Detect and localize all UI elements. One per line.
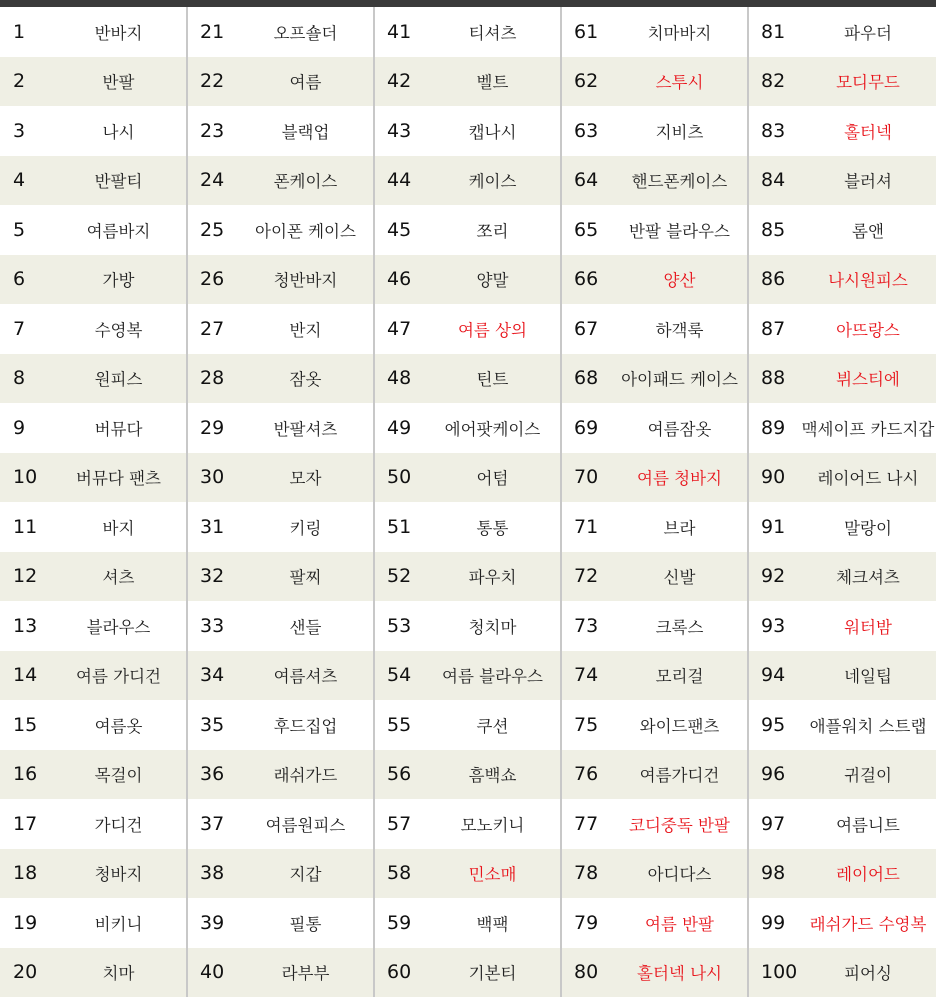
rank-number: 43 — [387, 119, 412, 142]
rank-number: 57 — [387, 812, 412, 835]
rank-number: 96 — [761, 763, 786, 786]
search-term: 청반바지 — [273, 271, 338, 291]
search-term: 양말 — [476, 271, 509, 291]
search-term: 목걸이 — [94, 766, 143, 786]
rank-number: 82 — [761, 70, 786, 93]
rank-number: 29 — [200, 416, 225, 439]
search-term: 라부부 — [281, 964, 330, 984]
search-term: 나시 — [102, 122, 135, 142]
rank-number: 94 — [761, 664, 786, 687]
search-term: 블라우스 — [86, 617, 151, 637]
rank-number: 51 — [387, 515, 412, 538]
search-term: 오프숄더 — [273, 23, 338, 43]
search-term: 와이드팬츠 — [639, 716, 720, 736]
search-term: 벨트 — [476, 73, 509, 93]
search-term: 뷔스티에 — [836, 370, 900, 390]
search-term: 홀터넥 — [844, 122, 892, 142]
search-term: 팔찌 — [289, 568, 322, 588]
rank-number: 67 — [574, 317, 599, 340]
search-term: 샌들 — [289, 617, 322, 637]
search-term: 티셔츠 — [468, 23, 517, 43]
search-term: 모자 — [289, 469, 322, 489]
search-term: 가방 — [102, 271, 135, 291]
rank-number: 16 — [13, 763, 38, 786]
rank-number: 60 — [387, 961, 412, 984]
rank-number: 58 — [387, 862, 412, 885]
rank-number: 22 — [200, 70, 225, 93]
search-term: 모디무드 — [836, 73, 900, 93]
search-term: 수영복 — [94, 320, 143, 340]
search-term: 반팔 — [102, 73, 135, 93]
search-term: 쪼리 — [476, 221, 509, 241]
rank-number: 68 — [574, 367, 599, 390]
rank-number: 49 — [387, 416, 412, 439]
search-term: 블랙업 — [281, 122, 330, 142]
rank-number: 11 — [13, 515, 38, 538]
search-term: 반팔셔츠 — [273, 419, 338, 439]
rank-number: 85 — [761, 218, 786, 241]
search-term: 여름가디건 — [639, 766, 720, 786]
rank-number: 72 — [574, 565, 599, 588]
search-term: 모리걸 — [655, 667, 704, 687]
rank-number: 3 — [13, 119, 26, 142]
rank-number: 48 — [387, 367, 412, 390]
rank-number: 80 — [574, 961, 599, 984]
search-term: 파우더 — [844, 23, 892, 43]
rank-number: 21 — [200, 20, 225, 43]
search-term: 래쉬가드 수영복 — [809, 914, 927, 934]
search-term: 여름 가디건 — [76, 667, 161, 687]
search-term: 가디건 — [94, 815, 143, 835]
rank-number: 15 — [13, 713, 38, 736]
rank-number: 32 — [200, 565, 225, 588]
rank-number: 71 — [574, 515, 599, 538]
search-term: 쿠션 — [476, 716, 509, 736]
search-term: 롬앤 — [852, 221, 884, 241]
rank-number: 45 — [387, 218, 412, 241]
search-term: 여름셔츠 — [273, 667, 338, 687]
rank-number: 93 — [761, 614, 786, 637]
rank-number: 19 — [13, 911, 38, 934]
rank-number: 81 — [761, 20, 786, 43]
search-term: 셔츠 — [102, 568, 135, 588]
rank-number: 40 — [200, 961, 225, 984]
rank-number: 86 — [761, 268, 786, 291]
search-term: 지비츠 — [655, 122, 704, 142]
search-term: 브라 — [663, 518, 696, 538]
rank-number: 41 — [387, 20, 412, 43]
rank-number: 6 — [13, 268, 26, 291]
rank-number: 23 — [200, 119, 225, 142]
rank-number: 46 — [387, 268, 412, 291]
rank-number: 97 — [761, 812, 786, 835]
search-term: 아뜨랑스 — [836, 320, 900, 340]
rank-number: 4 — [13, 169, 26, 192]
search-term: 귀걸이 — [844, 766, 892, 786]
column-divider — [186, 7, 188, 997]
search-term: 청치마 — [468, 617, 517, 637]
rank-number: 44 — [387, 169, 412, 192]
search-term: 필통 — [289, 914, 322, 934]
search-term: 치마 — [102, 964, 135, 984]
rank-number: 13 — [13, 614, 38, 637]
rank-number: 70 — [574, 466, 599, 489]
search-term: 캡나시 — [468, 122, 517, 142]
rank-number: 2 — [13, 70, 26, 93]
search-term: 반바지 — [94, 23, 143, 43]
search-term: 양산 — [663, 271, 696, 291]
rank-number: 56 — [387, 763, 412, 786]
rank-number: 30 — [200, 466, 225, 489]
rank-number: 24 — [200, 169, 225, 192]
search-term: 아이패드 케이스 — [621, 370, 738, 390]
search-term: 기본티 — [468, 964, 517, 984]
rank-number: 33 — [200, 614, 225, 637]
rank-number: 1 — [13, 20, 26, 43]
rank-number: 61 — [574, 20, 599, 43]
rank-number: 54 — [387, 664, 412, 687]
rank-number: 84 — [761, 169, 786, 192]
rank-number: 62 — [574, 70, 599, 93]
rank-number: 95 — [761, 713, 786, 736]
search-term: 여름니트 — [836, 815, 900, 835]
search-term: 블러셔 — [844, 172, 892, 192]
rank-number: 17 — [13, 812, 38, 835]
rank-number: 88 — [761, 367, 786, 390]
rank-number: 35 — [200, 713, 225, 736]
search-term: 신발 — [663, 568, 696, 588]
rank-number: 75 — [574, 713, 599, 736]
search-term: 키링 — [289, 518, 322, 538]
rank-number: 73 — [574, 614, 599, 637]
rank-number: 91 — [761, 515, 786, 538]
top-bar — [0, 0, 936, 7]
column-divider — [373, 7, 375, 997]
search-term: 아이폰 케이스 — [255, 221, 356, 241]
rank-number: 53 — [387, 614, 412, 637]
search-term: 반지 — [289, 320, 322, 340]
rank-number: 5 — [13, 218, 26, 241]
search-term: 체크셔츠 — [836, 568, 900, 588]
search-term: 바지 — [102, 518, 135, 538]
search-term: 래쉬가드 — [273, 766, 338, 786]
rank-number: 14 — [13, 664, 38, 687]
search-term: 폰케이스 — [273, 172, 338, 192]
rank-number: 34 — [200, 664, 225, 687]
rank-number: 65 — [574, 218, 599, 241]
search-term: 반팔티 — [94, 172, 143, 192]
rank-number: 63 — [574, 119, 599, 142]
column-divider — [560, 7, 562, 997]
search-term: 여름바지 — [86, 221, 151, 241]
rank-number: 69 — [574, 416, 599, 439]
rank-number: 12 — [13, 565, 38, 588]
rank-number: 9 — [13, 416, 26, 439]
rank-number: 66 — [574, 268, 599, 291]
search-term: 말랑이 — [844, 518, 892, 538]
rank-number: 36 — [200, 763, 225, 786]
rank-number: 92 — [761, 565, 786, 588]
search-term: 레이어드 나시 — [817, 469, 919, 489]
search-term: 맥세이프 카드지갑 — [801, 419, 935, 439]
search-term: 케이스 — [468, 172, 517, 192]
search-term: 틴트 — [476, 370, 509, 390]
rank-number: 28 — [200, 367, 225, 390]
search-term: 청바지 — [94, 865, 143, 885]
rank-number: 38 — [200, 862, 225, 885]
search-term: 원피스 — [94, 370, 143, 390]
rank-number: 100 — [761, 961, 798, 984]
ranking-table — [0, 7, 936, 997]
search-term: 버뮤다 — [94, 419, 143, 439]
rank-number: 50 — [387, 466, 412, 489]
search-term: 워터밤 — [844, 617, 892, 637]
search-term: 스투시 — [655, 73, 704, 93]
rank-number: 52 — [387, 565, 412, 588]
search-term: 후드집업 — [273, 716, 338, 736]
rank-number: 64 — [574, 169, 599, 192]
search-term: 파우치 — [468, 568, 517, 588]
search-term: 비키니 — [94, 914, 143, 934]
rank-number: 8 — [13, 367, 26, 390]
search-term: 잠옷 — [289, 370, 322, 390]
rank-number: 20 — [13, 961, 38, 984]
search-term: 홀터넥 나시 — [637, 964, 722, 984]
search-term: 크록스 — [655, 617, 704, 637]
search-term: 지갑 — [289, 865, 322, 885]
rank-number: 74 — [574, 664, 599, 687]
search-term: 핸드폰케이스 — [631, 172, 728, 192]
column-divider — [747, 7, 749, 997]
search-term: 코디중독 반팔 — [629, 815, 730, 835]
search-term: 어텀 — [476, 469, 509, 489]
rank-number: 89 — [761, 416, 786, 439]
search-term: 민소매 — [468, 865, 517, 885]
rank-number: 7 — [13, 317, 26, 340]
rank-number: 10 — [13, 466, 38, 489]
search-term: 에어팟케이스 — [444, 419, 541, 439]
search-term: 흠백쇼 — [468, 766, 517, 786]
rank-number: 90 — [761, 466, 786, 489]
search-term: 나시원피스 — [828, 271, 908, 291]
search-term: 치마바지 — [647, 23, 712, 43]
search-term: 하객룩 — [655, 320, 704, 340]
rank-number: 79 — [574, 911, 599, 934]
rank-number: 99 — [761, 911, 786, 934]
rank-number: 55 — [387, 713, 412, 736]
rank-number: 87 — [761, 317, 786, 340]
search-term: 여름원피스 — [265, 815, 346, 835]
rank-number: 59 — [387, 911, 412, 934]
search-term: 여름 청바지 — [637, 469, 722, 489]
rank-number: 42 — [387, 70, 412, 93]
rank-number: 31 — [200, 515, 225, 538]
rank-number: 47 — [387, 317, 412, 340]
search-term: 여름 상의 — [457, 320, 527, 340]
rank-number: 83 — [761, 119, 786, 142]
search-term: 여름 반팔 — [644, 914, 714, 934]
search-term: 모노키니 — [460, 815, 525, 835]
search-term: 여름 — [289, 73, 322, 93]
rank-number: 25 — [200, 218, 225, 241]
search-term: 여름옷 — [94, 716, 143, 736]
search-term: 여름 블라우스 — [442, 667, 543, 687]
rank-number: 76 — [574, 763, 599, 786]
rank-number: 39 — [200, 911, 225, 934]
search-term: 네일팁 — [844, 667, 892, 687]
search-term: 백팩 — [476, 914, 509, 934]
rank-number: 26 — [200, 268, 225, 291]
rank-number: 77 — [574, 812, 599, 835]
search-term: 여름잠옷 — [647, 419, 712, 439]
search-term: 레이어드 — [836, 865, 900, 885]
rank-number: 18 — [13, 862, 38, 885]
search-term: 반팔 블라우스 — [629, 221, 730, 241]
rank-number: 98 — [761, 862, 786, 885]
rank-number: 27 — [200, 317, 225, 340]
search-term: 피어싱 — [844, 964, 892, 984]
rank-number: 78 — [574, 862, 599, 885]
search-term: 버뮤다 팬츠 — [76, 469, 161, 489]
search-term: 아디다스 — [647, 865, 712, 885]
rank-number: 37 — [200, 812, 225, 835]
search-term: 애플워치 스트랩 — [809, 716, 927, 736]
search-term: 통통 — [476, 518, 509, 538]
